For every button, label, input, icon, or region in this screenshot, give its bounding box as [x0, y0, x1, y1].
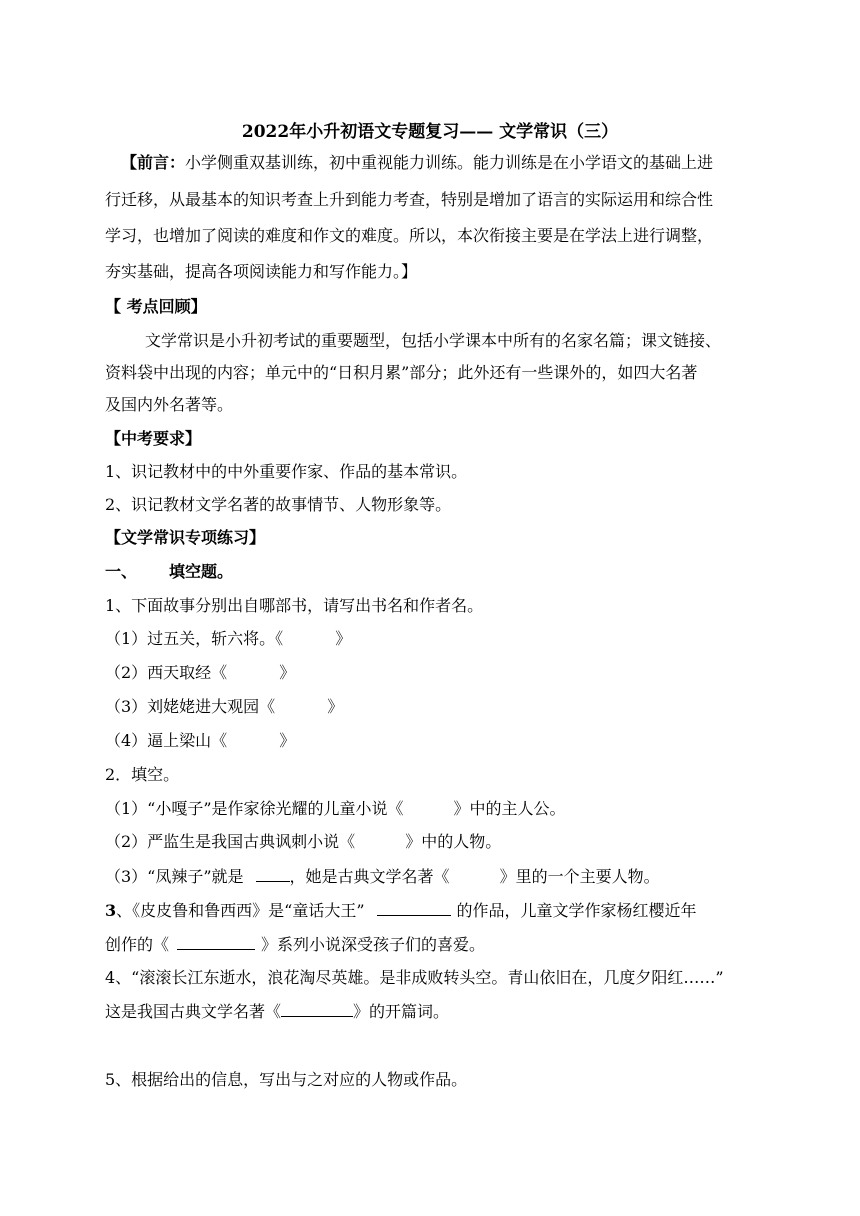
- q1-item-2: [105, 663, 295, 683]
- preface-line-1: [121, 153, 713, 173]
- requirements-heading: 【中考要求】: [105, 429, 202, 448]
- q3-text-d: 》系列小说深受孩子们的喜爱。: [261, 935, 486, 954]
- q2-item-1-a: （1）“小嘎子”是作家徐光耀的儿童小说《: [105, 799, 404, 818]
- review-line-2: 资料袋中出现的内容；单元中的“日积月累”部分；此外还有一些课外的，如四大名著: [105, 363, 698, 382]
- review-line-1: 文学常识是小升初考试的重要题型，包括小学课本中所有的名家名篇；课文链接、: [145, 331, 722, 350]
- q4-line-2: [105, 1001, 449, 1022]
- q2-item-3-b: ，她是古典文学名著《: [289, 867, 450, 886]
- q3-text-b: 的作品，儿童文学作家杨红樱近年: [456, 901, 697, 920]
- review-heading: 【 考点回顾】: [105, 297, 207, 316]
- q1-item-1-text: （1）过五关，斩六将。《: [105, 629, 284, 648]
- q2-item-1: [105, 799, 566, 819]
- q2-item-1-b: 》中的主人公。: [453, 799, 566, 818]
- q2-item-3-c: 》里的一个主要人物。: [499, 867, 660, 886]
- section-heading: [105, 562, 233, 582]
- q1-item-3: [105, 697, 343, 717]
- q1-prompt: 1、下面故事分别出自哪部书，请写出书名和作者名。: [105, 596, 484, 615]
- q1-item-4-text: （4）逼上梁山《: [105, 731, 228, 750]
- q3-line-2: [105, 934, 485, 955]
- q3-text-c: 创作的《: [105, 935, 170, 954]
- preface-line-4: 夯实基础，提高各项阅读能力和写作能力。】: [105, 262, 418, 281]
- q2-item-3-a: （3）“凤辣子”就是: [105, 867, 244, 886]
- document-title: 2022年小升初语文专题复习—— 文学常识（三）: [241, 122, 619, 142]
- answer-blank[interactable]: [377, 900, 451, 916]
- practice-heading: 【文学常识专项练习】: [105, 528, 266, 547]
- preface-line-2: 行迁移，从最基本的知识考查上升到能力考查，特别是增加了语言的实际运用和综合性: [105, 190, 714, 209]
- q1-item-1: [105, 629, 351, 649]
- review-line-3: 及国内外名著等。: [105, 395, 234, 414]
- q1-item-4: [105, 731, 295, 751]
- q2-item-3: [105, 866, 660, 887]
- q1-item-1-close: 》: [335, 629, 352, 648]
- q2-item-2-b: 》中的人物。: [405, 832, 502, 851]
- q4-text-a: 这是我国古典文学名著《: [105, 1002, 282, 1021]
- section-title: 填空题。: [169, 562, 234, 581]
- answer-blank[interactable]: [281, 1001, 353, 1017]
- answer-blank[interactable]: [256, 866, 290, 882]
- preface-label: 【前言：: [121, 153, 186, 172]
- requirement-item-2: 2、识记教材文学名著的故事情节、人物形象等。: [105, 495, 452, 514]
- q1-item-3-close: 》: [327, 697, 344, 716]
- answer-blank[interactable]: [177, 934, 255, 950]
- q2-prompt: 2．填空。: [105, 765, 180, 784]
- preface-text-1: 小学侧重双基训练，初中重视能力训练。能力训练是在小学语文的基础上进: [185, 153, 714, 172]
- q5-prompt: 5、根据给出的信息，写出与之对应的人物或作品。: [105, 1070, 468, 1089]
- requirement-item-1: 1、识记教材中的中外重要作家、作品的基本常识。: [105, 462, 468, 481]
- q1-item-2-text: （2）西天取经《: [105, 663, 228, 682]
- q4-line-1: 4、“滚滚长江东逝水，浪花淘尽英雄。是非成败转头空。青山依旧在，几度夕阳红……”: [105, 968, 724, 987]
- q3-line-1: [105, 900, 697, 921]
- q1-item-3-text: （3）刘姥姥进大观园《: [105, 697, 276, 716]
- q2-item-2-a: （2）严监生是我国古典讽刺小说《: [105, 832, 356, 851]
- q1-item-4-close: 》: [279, 731, 296, 750]
- q3-number: 3: [105, 901, 117, 920]
- q2-item-2: [105, 832, 501, 852]
- q4-text-b: 》的开篇词。: [353, 1002, 450, 1021]
- q3-text-a: 、《皮皮鲁和鲁西西》是“童话大王”: [116, 901, 365, 920]
- q1-item-2-close: 》: [279, 663, 296, 682]
- section-number: 一、: [105, 562, 138, 581]
- preface-line-3: 学习，也增加了阅读的难度和作文的难度。所以，本次衔接主要是在学法上进行调整，: [105, 226, 714, 245]
